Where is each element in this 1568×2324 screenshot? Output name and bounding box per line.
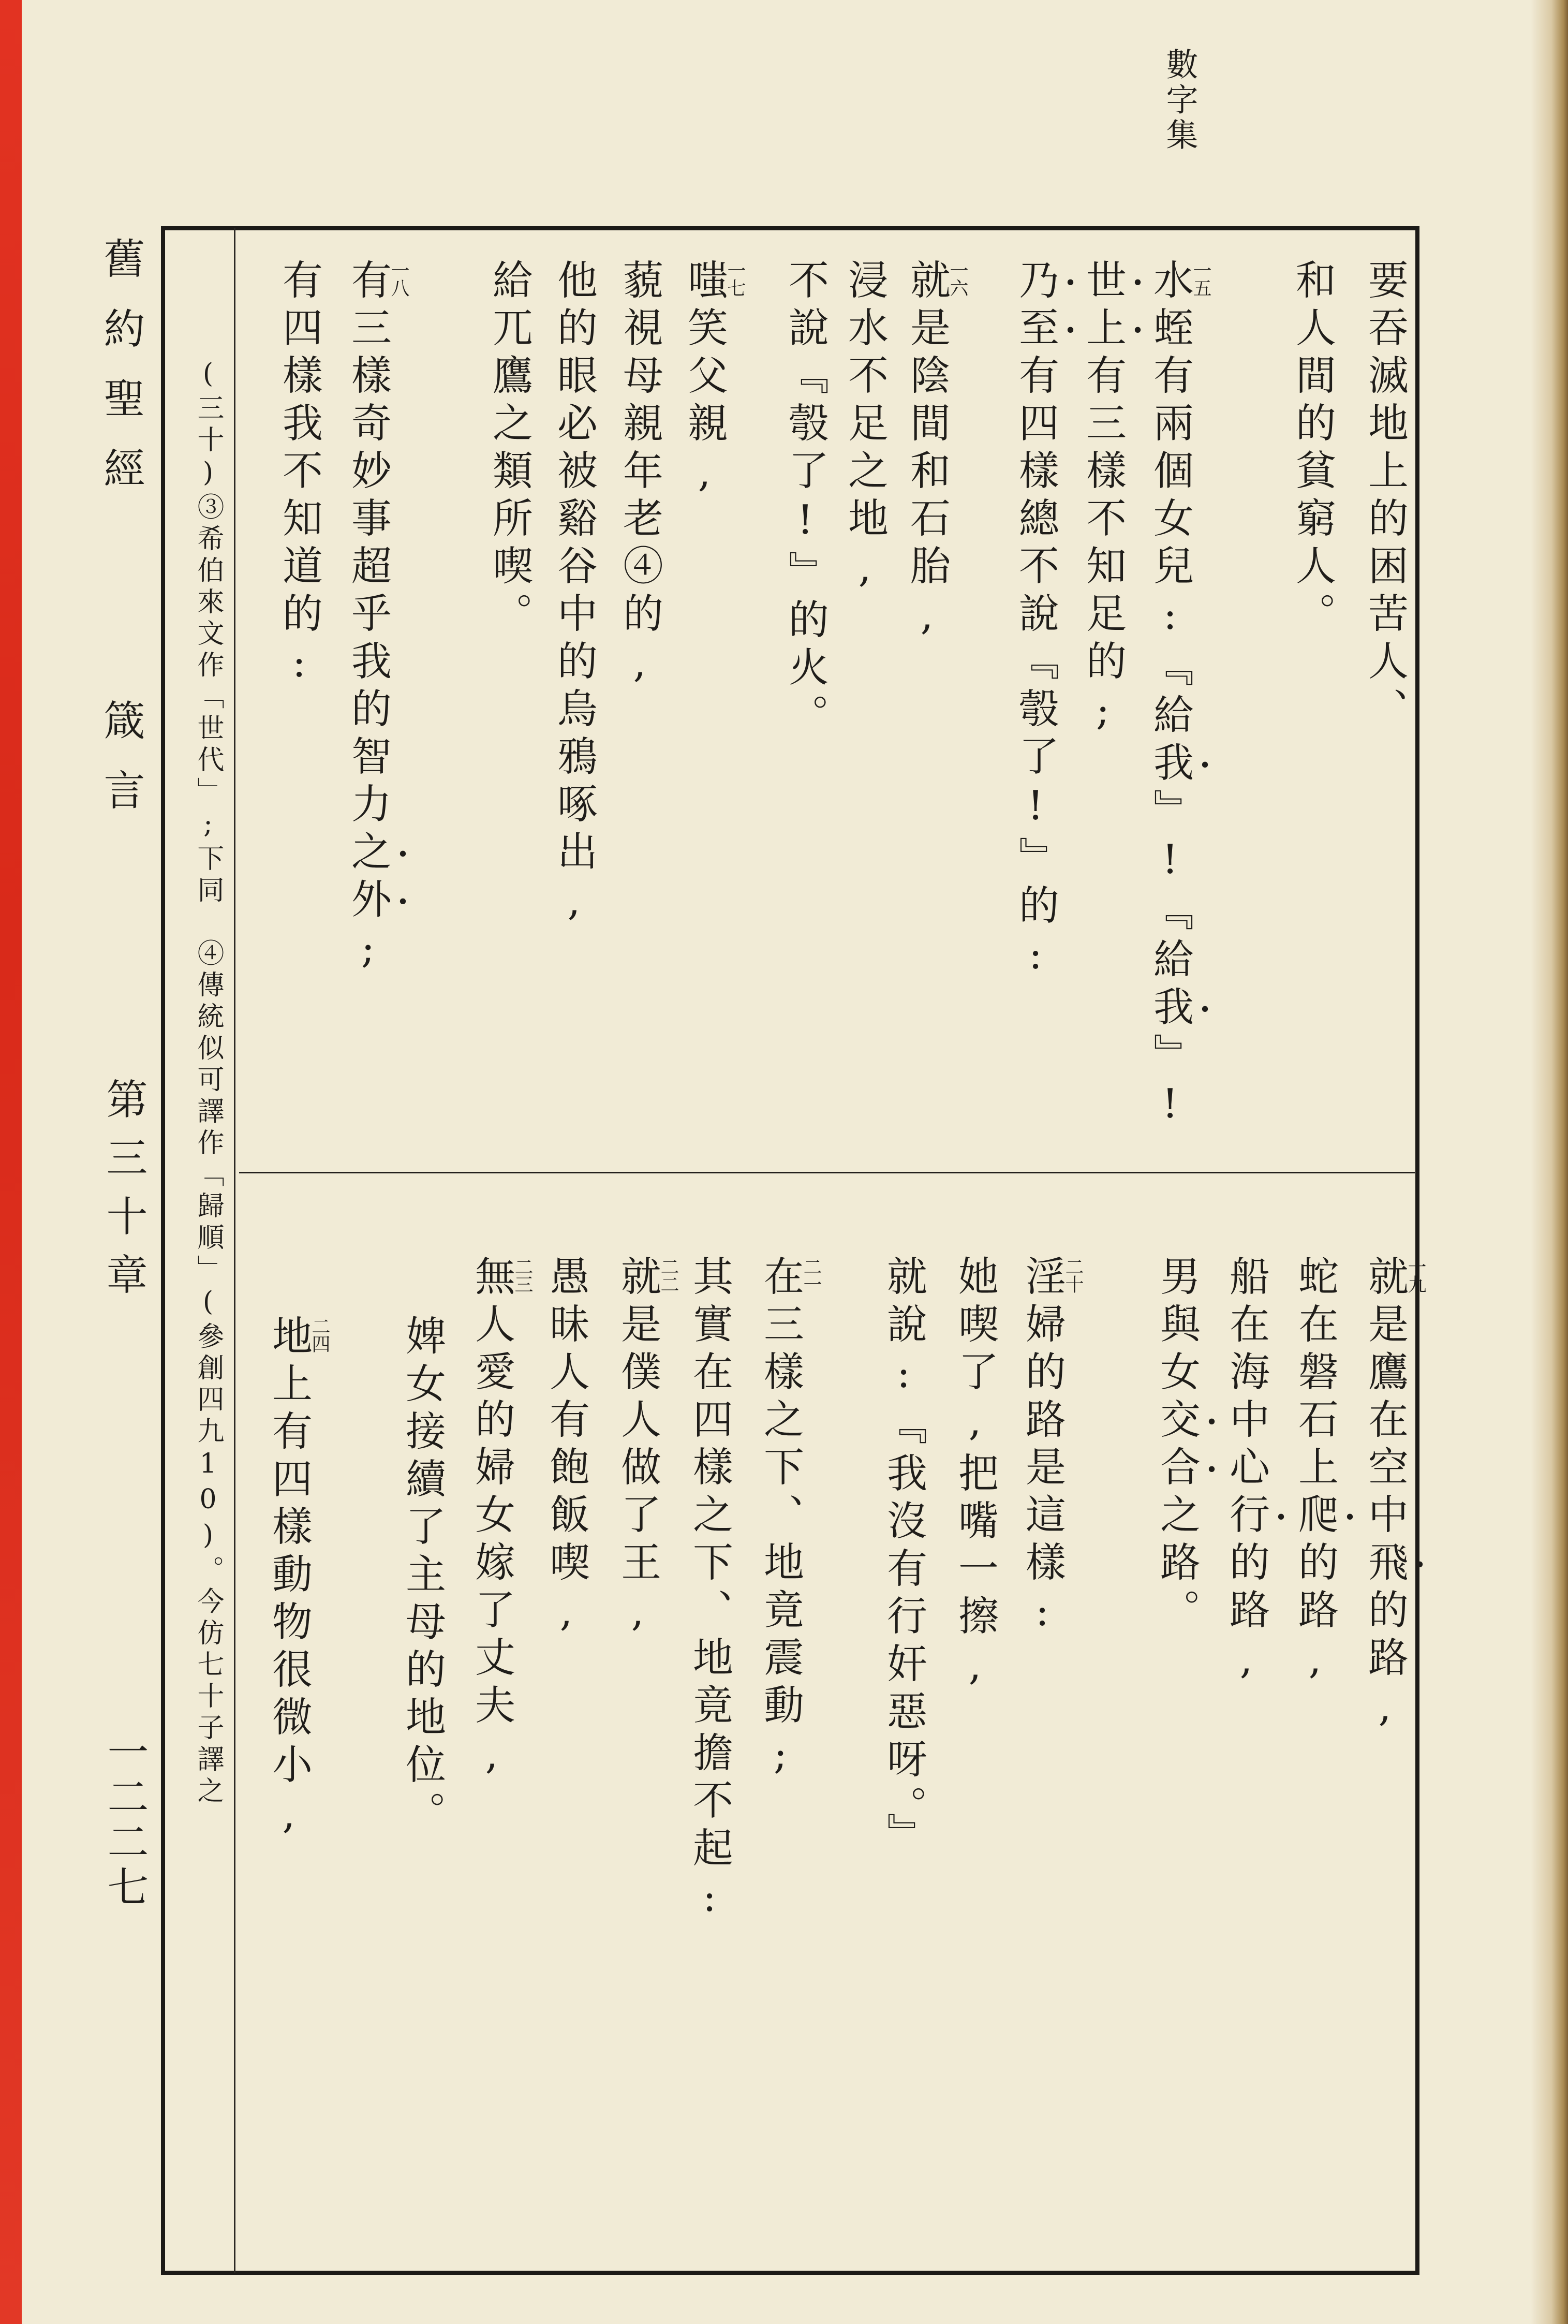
text-run: 和人間的貧窮人。 bbox=[1289, 259, 1336, 640]
text-run: 藐視母親年老④的, bbox=[616, 259, 663, 694]
verse-column bbox=[344, 259, 415, 979]
text-run: 婢女接續了主母的地位。 bbox=[399, 1315, 446, 1838]
text-run: 的路, bbox=[1223, 1541, 1269, 1690]
text-run: 就是陰間和石胎, bbox=[904, 259, 950, 646]
text-run: 愚昧人有飽飯喫, bbox=[543, 1255, 589, 1642]
verse-column bbox=[1079, 259, 1149, 741]
text-run: 其實在四樣之下、地竟擔不起: bbox=[686, 1255, 733, 1928]
verse-number-marker: 一八 bbox=[388, 261, 409, 296]
text-run: 無人愛的婦女嫁了丈夫, bbox=[468, 1255, 515, 1785]
verse-column bbox=[275, 259, 323, 694]
verse-column bbox=[1153, 1255, 1223, 1636]
text-run: 就是鷹在空中 bbox=[1362, 1255, 1408, 1541]
verse-column bbox=[681, 259, 746, 503]
text-run: 之路。 bbox=[1153, 1493, 1200, 1636]
text-run: ; bbox=[345, 925, 391, 979]
verse-column bbox=[485, 259, 533, 640]
text-run: 有三樣奇妙事超乎我的智力 bbox=[345, 259, 391, 830]
emphasized-text-run: 世上 bbox=[1079, 259, 1126, 354]
text-run: 』!『給 bbox=[1147, 789, 1193, 986]
text-run: 不說『彀了!』的火。 bbox=[782, 259, 829, 741]
running-head: 數字集 bbox=[1161, 48, 1199, 153]
text-run: 』! bbox=[1147, 1033, 1193, 1135]
text-run: 有三樣不知足的; bbox=[1079, 354, 1126, 741]
margin-chapter-label: 第三十章 bbox=[99, 1078, 147, 1312]
verse-column bbox=[614, 1255, 679, 1642]
verse-number-marker: 一九 bbox=[1405, 1257, 1426, 1292]
text-run: 就是僕人做了王, bbox=[614, 1255, 661, 1642]
margin-section-title: 箴言 bbox=[97, 699, 145, 839]
text-run: 浸水不足之地, bbox=[841, 259, 888, 598]
text-run: 他的眼必被谿谷中的烏鴉啄出, bbox=[551, 259, 597, 932]
margin-page-number: 一二二七 bbox=[100, 1730, 149, 1910]
verse-number-marker: 二一 bbox=[801, 1257, 822, 1292]
verse-column bbox=[1361, 259, 1409, 735]
verse-column bbox=[468, 1255, 533, 1785]
verse-column bbox=[951, 1255, 999, 1696]
emphasized-text-run: 行 bbox=[1223, 1493, 1269, 1541]
verse-number-marker: 一六 bbox=[947, 261, 968, 296]
verse-number-marker: 一五 bbox=[1190, 261, 1211, 296]
verse-number-marker: 二四 bbox=[309, 1317, 330, 1352]
text-run: 水蛭有兩個女兒:『給 bbox=[1147, 259, 1193, 741]
emphasized-text-run: 之外 bbox=[345, 830, 391, 925]
verse-column bbox=[781, 259, 829, 741]
verse-column bbox=[880, 1255, 927, 1860]
text-run: 的路, bbox=[1292, 1541, 1338, 1690]
text-run: 的路, bbox=[1362, 1588, 1408, 1738]
section-divider-line bbox=[239, 1172, 1415, 1173]
verse-number-marker: 二十 bbox=[1062, 1257, 1084, 1292]
verse-column bbox=[1012, 259, 1082, 986]
verse-column bbox=[542, 1255, 590, 1642]
margin-book-title: 舊約聖經 bbox=[97, 237, 145, 517]
emphasized-text-run: 我 bbox=[1147, 986, 1193, 1033]
text-run: 給兀鷹之類所喫。 bbox=[486, 259, 532, 640]
text-run: 淫婦的路是這樣: bbox=[1019, 1255, 1066, 1642]
verse-column bbox=[1018, 1255, 1084, 1642]
text-run: 船在海中心 bbox=[1223, 1255, 1269, 1493]
text-run: 在三樣之下、地竟震動; bbox=[757, 1255, 804, 1785]
verse-column bbox=[265, 1315, 330, 1845]
verse-column bbox=[757, 1255, 822, 1785]
verse-column bbox=[1222, 1255, 1293, 1690]
verse-column bbox=[686, 1255, 733, 1928]
text-run: 就說:『我沒有行奸惡呀。』 bbox=[880, 1255, 927, 1860]
footnote-column: (三十)③希伯來文作「世代」;下同 ④傳統似可譯作「歸順」(參創四九10)。今仿七十子譯之 bbox=[193, 358, 224, 1808]
text-run: 她喫了,把嘴一擦, bbox=[952, 1255, 998, 1696]
text-run: 嗤笑父親, bbox=[681, 259, 728, 503]
verse-column bbox=[1361, 1255, 1431, 1738]
verse-column bbox=[1289, 259, 1336, 640]
page-edge-shadow bbox=[1531, 0, 1568, 2324]
text-run: 男與女 bbox=[1153, 1255, 1200, 1398]
text-run: 蛇在磐石上 bbox=[1292, 1255, 1338, 1493]
verse-column bbox=[398, 1315, 446, 1838]
verse-number-marker: 一七 bbox=[724, 261, 746, 296]
text-run: 有四樣我不知道的: bbox=[276, 259, 322, 694]
verse-column bbox=[1146, 259, 1217, 1135]
binding-red-strip bbox=[0, 0, 22, 2324]
verse-number-marker: 二三 bbox=[512, 1257, 533, 1292]
emphasized-text-run: 爬 bbox=[1292, 1493, 1338, 1541]
verse-column bbox=[550, 259, 598, 932]
text-run: 地上有四樣動物很微小, bbox=[265, 1315, 312, 1845]
verse-number-marker: 二二 bbox=[658, 1257, 679, 1292]
emphasized-text-run: 乃至 bbox=[1012, 259, 1059, 354]
verse-column bbox=[616, 259, 663, 694]
emphasized-text-run: 我 bbox=[1147, 741, 1193, 789]
emphasized-text-run: 飛 bbox=[1362, 1541, 1408, 1588]
footnote-divider-line bbox=[234, 228, 235, 2273]
text-run: 有四樣總不說『彀了!』的: bbox=[1012, 354, 1059, 986]
verse-column bbox=[841, 259, 889, 598]
emphasized-text-run: 交合 bbox=[1153, 1398, 1200, 1493]
verse-column bbox=[903, 259, 968, 646]
verse-column bbox=[1291, 1255, 1362, 1690]
text-run: 要吞滅地上的困苦人、 bbox=[1362, 259, 1408, 735]
